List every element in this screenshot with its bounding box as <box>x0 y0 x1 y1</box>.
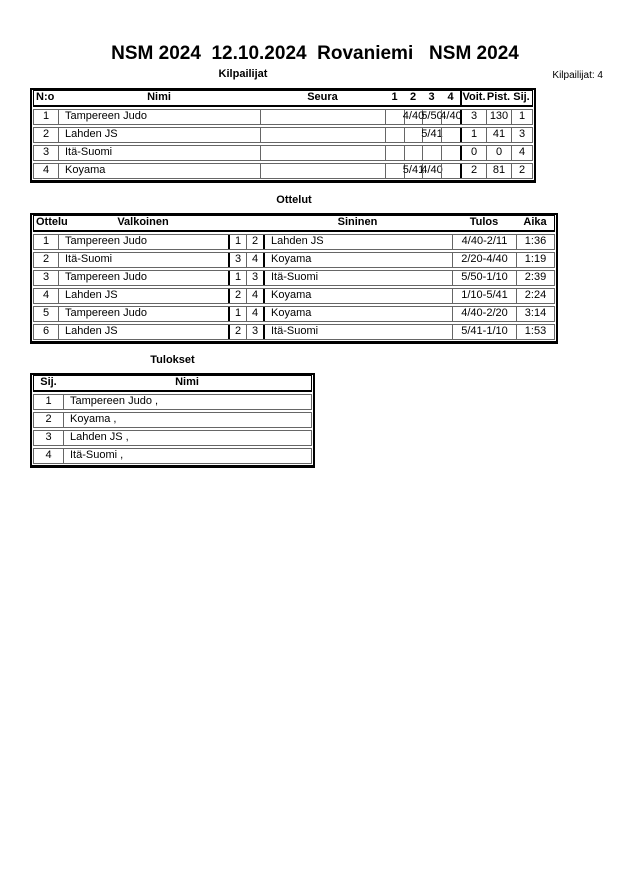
results-header-row <box>33 375 312 392</box>
cell-white-name: Lahden JS <box>58 289 228 303</box>
cell-place: 4 <box>45 449 52 461</box>
table-row <box>33 288 555 304</box>
cell-match-no: 4 <box>42 289 50 301</box>
cell-place: 1 <box>511 110 532 124</box>
cell-place: 1 <box>45 395 52 407</box>
cell-name: Itä-Suomi <box>58 146 260 160</box>
table-row <box>33 412 312 428</box>
table-row <box>33 109 533 125</box>
cell-wins: 3 <box>460 110 486 124</box>
cell-result-2 <box>402 110 425 124</box>
header-name: Nimi <box>147 91 171 103</box>
cell-result: 2/20-4/40 <box>452 253 516 267</box>
cell-name: Lahden JS <box>58 128 260 142</box>
header-club: Seura <box>307 91 338 103</box>
cell-match-no: 3 <box>42 271 50 283</box>
cell-result-3 <box>422 110 441 124</box>
page-title: NSM 2024 12.10.2024 Rovaniemi NSM 2024 <box>111 43 519 64</box>
cell-white-number: 1 <box>228 307 246 321</box>
cell-result-4 <box>441 146 460 160</box>
cell-white-name: Itä-Suomi <box>58 253 228 267</box>
matches-section-label: Ottelut <box>276 194 312 206</box>
cell-wins: 2 <box>460 164 486 178</box>
table-row <box>33 145 533 161</box>
cell-no: 2 <box>42 128 50 140</box>
header-place: Sij. <box>513 91 530 103</box>
table-row <box>33 394 312 410</box>
cell-club <box>260 164 385 178</box>
competitors-section-label: Kilpailijat <box>218 68 268 80</box>
cell-white-name: Tampereen Judo <box>58 307 228 321</box>
cell-place: 2 <box>45 413 52 425</box>
cell-result-1 <box>385 164 404 178</box>
table-row <box>33 270 555 286</box>
cell-white-number: 3 <box>228 253 246 267</box>
cell-match-no: 1 <box>42 235 50 247</box>
cell-white-name: Tampereen Judo <box>58 271 228 285</box>
cell-result-1 <box>385 110 404 124</box>
cell-blue-number: 3 <box>246 271 263 285</box>
cell-club <box>260 146 385 160</box>
result-value: 4/40 <box>440 110 462 122</box>
cell-place: 3 <box>511 128 532 142</box>
cell-name: Itä-Suomi , <box>63 449 311 463</box>
cell-result: 5/50-1/10 <box>452 271 516 285</box>
cell-no: 4 <box>42 164 50 176</box>
cell-name: Koyama , <box>63 413 311 427</box>
cell-points: 0 <box>486 146 511 160</box>
cell-white-number: 1 <box>228 235 246 249</box>
header-blue: Sininen <box>337 216 378 228</box>
cell-result-2 <box>404 128 422 142</box>
cell-result-1 <box>385 128 404 142</box>
cell-result-2 <box>404 146 422 160</box>
cell-result: 1/10-5/41 <box>452 289 516 303</box>
cell-match-no: 2 <box>42 253 50 265</box>
cell-result-1 <box>385 146 404 160</box>
cell-white-name: Tampereen Judo <box>58 235 228 249</box>
table-row <box>33 234 555 250</box>
cell-time: 1:53 <box>516 325 554 339</box>
table-row <box>33 448 312 464</box>
cell-blue-number: 2 <box>246 235 263 249</box>
result-value: 5/41 <box>402 164 425 176</box>
cell-result-4 <box>441 128 460 142</box>
table-row <box>33 163 533 179</box>
header-no: N:o <box>36 91 55 103</box>
cell-blue-number: 3 <box>246 325 263 339</box>
results-table <box>30 373 315 468</box>
header-opponent-3: 3 <box>428 91 435 103</box>
cell-time: 2:39 <box>516 271 554 285</box>
header-time: Aika <box>523 216 547 228</box>
cell-club <box>260 128 385 142</box>
cell-wins: 1 <box>460 128 486 142</box>
cell-no: 1 <box>42 110 50 122</box>
result-value: 4/40 <box>402 110 425 122</box>
cell-white-number: 2 <box>228 289 246 303</box>
table-row <box>33 324 555 340</box>
matches-header-row <box>33 215 555 232</box>
cell-result: 5/41-1/10 <box>452 325 516 339</box>
matches-table <box>30 213 558 344</box>
cell-place: 2 <box>511 164 532 178</box>
cell-white-name: Lahden JS <box>58 325 228 339</box>
table-row <box>33 252 555 268</box>
cell-blue-name: Koyama <box>263 289 452 303</box>
result-value: 5/50 <box>421 110 443 122</box>
cell-name: Lahden JS , <box>63 431 311 445</box>
cell-time: 2:24 <box>516 289 554 303</box>
result-value: 4/40 <box>421 164 443 176</box>
cell-match-no: 5 <box>42 307 50 319</box>
cell-result: 4/40-2/20 <box>452 307 516 321</box>
header-white: Valkoinen <box>117 216 169 228</box>
cell-white-number: 1 <box>228 271 246 285</box>
cell-name: Koyama <box>58 164 260 178</box>
cell-place: 3 <box>45 431 52 443</box>
cell-blue-name: Koyama <box>263 307 452 321</box>
header-match: Ottelu <box>36 216 68 228</box>
cell-result-2 <box>402 164 425 178</box>
header-opponent-1: 1 <box>391 91 398 103</box>
cell-time: 1:19 <box>516 253 554 267</box>
cell-result-3 <box>422 128 441 142</box>
cell-wins: 0 <box>460 146 486 160</box>
cell-blue-number: 4 <box>246 307 263 321</box>
cell-blue-name: Itä-Suomi <box>263 271 452 285</box>
header-name: Nimi <box>175 376 199 388</box>
cell-points: 41 <box>486 128 511 142</box>
cell-result-3 <box>422 146 441 160</box>
header-points: Pist. <box>486 91 511 103</box>
result-value: 5/41 <box>421 128 443 140</box>
cell-result: 4/40-2/11 <box>452 235 516 249</box>
competitors-count: Kilpailijat: 4 <box>552 70 603 81</box>
header-opponent-4: 4 <box>447 91 454 103</box>
cell-time: 3:14 <box>516 307 554 321</box>
table-row <box>33 127 533 143</box>
cell-blue-name: Lahden JS <box>263 235 452 249</box>
cell-match-no: 6 <box>42 325 50 337</box>
header-wins: Voit. <box>460 91 486 105</box>
cell-white-number: 2 <box>228 325 246 339</box>
cell-club <box>260 110 385 124</box>
cell-result-4 <box>441 110 460 124</box>
cell-no: 3 <box>42 146 50 158</box>
header-place: Sij. <box>40 376 57 388</box>
table-row <box>33 430 312 446</box>
header-numbers-spacer <box>228 216 263 230</box>
competitors-table <box>30 88 536 183</box>
cell-blue-number: 4 <box>246 253 263 267</box>
cell-time: 1:36 <box>516 235 554 249</box>
cell-blue-name: Koyama <box>263 253 452 267</box>
cell-name: Tampereen Judo <box>58 110 260 124</box>
table-row <box>33 306 555 322</box>
competitors-header-row <box>33 90 533 107</box>
header-opponent-2: 2 <box>409 91 417 103</box>
cell-blue-name: Itä-Suomi <box>263 325 452 339</box>
cell-result-3 <box>422 164 441 178</box>
cell-points: 81 <box>486 164 511 178</box>
cell-result-4 <box>441 164 460 178</box>
results-section-label: Tulokset <box>150 354 195 366</box>
cell-points: 130 <box>486 110 511 124</box>
header-result: Tulos <box>469 216 499 228</box>
cell-place: 4 <box>511 146 532 160</box>
cell-blue-number: 4 <box>246 289 263 303</box>
cell-name: Tampereen Judo , <box>63 395 311 409</box>
